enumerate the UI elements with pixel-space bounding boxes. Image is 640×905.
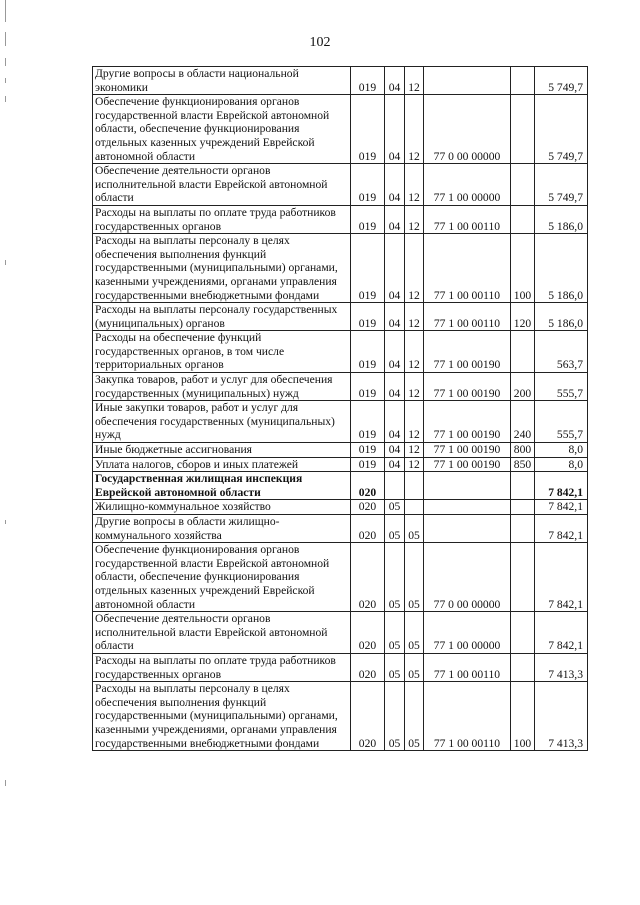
expense-type-cell <box>511 500 535 515</box>
table-row <box>93 653 588 681</box>
amount-cell: 5 749,7 <box>535 95 588 164</box>
budget-table-container <box>92 66 587 751</box>
target-article-cell: 77 1 00 00190 <box>424 457 511 472</box>
target-article-cell <box>424 500 511 515</box>
target-article-cell <box>424 67 511 95</box>
row-name-cell: Иные закупки товаров, работ и услуг для обеспечения государственных (муниципальных) нужд <box>93 401 351 443</box>
target-article-cell: 77 0 00 00000 <box>424 543 511 612</box>
ministry-code-cell: 019 <box>351 234 385 303</box>
section-code-cell: 04 <box>385 457 405 472</box>
table-row <box>93 164 588 206</box>
subsection-code-cell: 12 <box>405 401 424 443</box>
target-article-cell: 77 1 00 00110 <box>424 653 511 681</box>
table-row <box>93 443 588 458</box>
section-code-cell: 04 <box>385 331 405 373</box>
amount-cell: 7 842,1 <box>535 500 588 515</box>
table-row <box>93 472 588 500</box>
section-code-cell: 05 <box>385 543 405 612</box>
expense-type-cell: 120 <box>511 303 535 331</box>
subsection-code-cell <box>405 472 424 500</box>
table-row <box>93 373 588 401</box>
target-article-cell: 77 0 00 00000 <box>424 95 511 164</box>
target-article-cell: 77 1 00 00110 <box>424 234 511 303</box>
expense-type-cell <box>511 653 535 681</box>
amount-cell: 5 749,7 <box>535 164 588 206</box>
amount-cell: 563,7 <box>535 331 588 373</box>
amount-cell: 7 842,1 <box>535 612 588 654</box>
target-article-cell: 77 1 00 00190 <box>424 443 511 458</box>
expense-type-cell <box>511 95 535 164</box>
table-row <box>93 67 588 95</box>
subsection-code-cell: 05 <box>405 682 424 751</box>
ministry-code-cell: 019 <box>351 67 385 95</box>
target-article-cell: 77 1 00 00110 <box>424 303 511 331</box>
row-name-cell: Расходы на выплаты персоналу в целях обеспечения выполнения функций государственными (муниципальными) органами, казенными учреждениями, органами управления государственными внебюджетными фондами <box>93 682 351 751</box>
section-code-cell: 05 <box>385 515 405 543</box>
subsection-code-cell: 05 <box>405 543 424 612</box>
ministry-code-cell: 019 <box>351 373 385 401</box>
table-row <box>93 331 588 373</box>
table-row <box>93 543 588 612</box>
expense-type-cell <box>511 164 535 206</box>
table-row <box>93 401 588 443</box>
section-code-cell: 05 <box>385 500 405 515</box>
section-code-cell: 04 <box>385 303 405 331</box>
table-row <box>93 95 588 164</box>
expense-type-cell <box>511 331 535 373</box>
amount-cell: 5 186,0 <box>535 234 588 303</box>
row-name-cell: Расходы на выплаты персоналу в целях обеспечения выполнения функций государственными (муниципальными) органами, казенными учреждениями, органами управления государственными внебюджетными фондами <box>93 234 351 303</box>
expense-type-cell: 240 <box>511 401 535 443</box>
subsection-code-cell: 12 <box>405 443 424 458</box>
amount-cell: 7 842,1 <box>535 543 588 612</box>
ministry-code-cell: 019 <box>351 457 385 472</box>
target-article-cell <box>424 515 511 543</box>
section-code-cell: 05 <box>385 682 405 751</box>
row-name-cell: Иные бюджетные ассигнования <box>93 443 351 458</box>
target-article-cell: 77 1 00 00110 <box>424 682 511 751</box>
expense-type-cell <box>511 543 535 612</box>
subsection-code-cell: 12 <box>405 95 424 164</box>
expense-type-cell <box>511 612 535 654</box>
amount-cell: 7 842,1 <box>535 472 588 500</box>
amount-cell: 8,0 <box>535 443 588 458</box>
subsection-code-cell: 12 <box>405 234 424 303</box>
row-name-cell: Обеспечение функционирования органов государственной власти Еврейской автономной области, обеспечение функционирования отдельных казенных учреждений Еврейской автономной области <box>93 95 351 164</box>
expense-type-cell <box>511 472 535 500</box>
target-article-cell: 77 1 00 00190 <box>424 373 511 401</box>
subsection-code-cell: 05 <box>405 653 424 681</box>
ministry-code-cell: 020 <box>351 612 385 654</box>
row-name-cell: Расходы на выплаты персоналу государственных (муниципальных) органов <box>93 303 351 331</box>
section-code-cell: 04 <box>385 164 405 206</box>
amount-cell: 5 186,0 <box>535 303 588 331</box>
ministry-code-cell: 019 <box>351 205 385 233</box>
ministry-code-cell: 019 <box>351 164 385 206</box>
expense-type-cell: 200 <box>511 373 535 401</box>
amount-cell: 555,7 <box>535 401 588 443</box>
amount-cell: 5 749,7 <box>535 67 588 95</box>
row-name-cell: Жилищно-коммунальное хозяйство <box>93 500 351 515</box>
target-article-cell: 77 1 00 00110 <box>424 205 511 233</box>
ministry-code-cell: 020 <box>351 682 385 751</box>
table-row <box>93 682 588 751</box>
row-name-cell: Государственная жилищная инспекция Еврейской автономной области <box>93 472 351 500</box>
table-row <box>93 234 588 303</box>
section-code-cell: 05 <box>385 653 405 681</box>
subsection-code-cell: 05 <box>405 612 424 654</box>
table-row <box>93 515 588 543</box>
target-article-cell: 77 1 00 00000 <box>424 164 511 206</box>
table-row <box>93 612 588 654</box>
amount-cell: 5 186,0 <box>535 205 588 233</box>
row-name-cell: Расходы на выплаты по оплате труда работников государственных органов <box>93 205 351 233</box>
table-row <box>93 205 588 233</box>
ministry-code-cell: 020 <box>351 472 385 500</box>
section-code-cell: 04 <box>385 205 405 233</box>
row-name-cell: Обеспечение деятельности органов исполнительной власти Еврейской автономной области <box>93 612 351 654</box>
target-article-cell: 77 1 00 00000 <box>424 612 511 654</box>
expense-type-cell: 100 <box>511 234 535 303</box>
target-article-cell <box>424 472 511 500</box>
section-code-cell: 04 <box>385 373 405 401</box>
ministry-code-cell: 019 <box>351 303 385 331</box>
subsection-code-cell: 12 <box>405 457 424 472</box>
subsection-code-cell: 12 <box>405 164 424 206</box>
expense-type-cell: 800 <box>511 443 535 458</box>
target-article-cell: 77 1 00 00190 <box>424 401 511 443</box>
amount-cell: 7 413,3 <box>535 682 588 751</box>
section-code-cell <box>385 472 405 500</box>
table-row <box>93 303 588 331</box>
subsection-code-cell: 05 <box>405 515 424 543</box>
subsection-code-cell: 12 <box>405 67 424 95</box>
subsection-code-cell: 12 <box>405 205 424 233</box>
amount-cell: 7 413,3 <box>535 653 588 681</box>
section-code-cell: 05 <box>385 612 405 654</box>
section-code-cell: 04 <box>385 401 405 443</box>
expense-type-cell: 850 <box>511 457 535 472</box>
row-name-cell: Расходы на выплаты по оплате труда работников государственных органов <box>93 653 351 681</box>
budget-table-body <box>93 67 588 751</box>
subsection-code-cell: 12 <box>405 373 424 401</box>
expense-type-cell <box>511 205 535 233</box>
ministry-code-cell: 020 <box>351 653 385 681</box>
row-name-cell: Расходы на обеспечение функций государственных органов, в том числе территориальных органов <box>93 331 351 373</box>
scan-edge-marks <box>3 0 11 905</box>
ministry-code-cell: 020 <box>351 500 385 515</box>
table-row <box>93 457 588 472</box>
amount-cell: 7 842,1 <box>535 515 588 543</box>
ministry-code-cell: 019 <box>351 443 385 458</box>
subsection-code-cell <box>405 500 424 515</box>
row-name-cell: Другие вопросы в области национальной экономики <box>93 67 351 95</box>
ministry-code-cell: 019 <box>351 331 385 373</box>
target-article-cell: 77 1 00 00190 <box>424 331 511 373</box>
ministry-code-cell: 020 <box>351 515 385 543</box>
row-name-cell: Уплата налогов, сборов и иных платежей <box>93 457 351 472</box>
section-code-cell: 04 <box>385 234 405 303</box>
row-name-cell: Другие вопросы в области жилищно-коммунального хозяйства <box>93 515 351 543</box>
subsection-code-cell: 12 <box>405 331 424 373</box>
subsection-code-cell: 12 <box>405 303 424 331</box>
section-code-cell: 04 <box>385 95 405 164</box>
section-code-cell: 04 <box>385 443 405 458</box>
row-name-cell: Обеспечение деятельности органов исполнительной власти Еврейской автономной области <box>93 164 351 206</box>
table-row <box>93 500 588 515</box>
section-code-cell: 04 <box>385 67 405 95</box>
ministry-code-cell: 020 <box>351 543 385 612</box>
expense-type-cell: 100 <box>511 682 535 751</box>
expense-type-cell <box>511 515 535 543</box>
page-number: 102 <box>309 35 331 50</box>
row-name-cell: Закупка товаров, работ и услуг для обеспечения государственных (муниципальных) нужд <box>93 373 351 401</box>
amount-cell: 555,7 <box>535 373 588 401</box>
row-name-cell: Обеспечение функционирования органов государственной власти Еврейской автономной области, обеспечение функционирования отдельных казенных учреждений Еврейской автономной области <box>93 543 351 612</box>
expense-type-cell <box>511 67 535 95</box>
budget-table <box>92 66 588 751</box>
amount-cell: 8,0 <box>535 457 588 472</box>
ministry-code-cell: 019 <box>351 401 385 443</box>
ministry-code-cell: 019 <box>351 95 385 164</box>
